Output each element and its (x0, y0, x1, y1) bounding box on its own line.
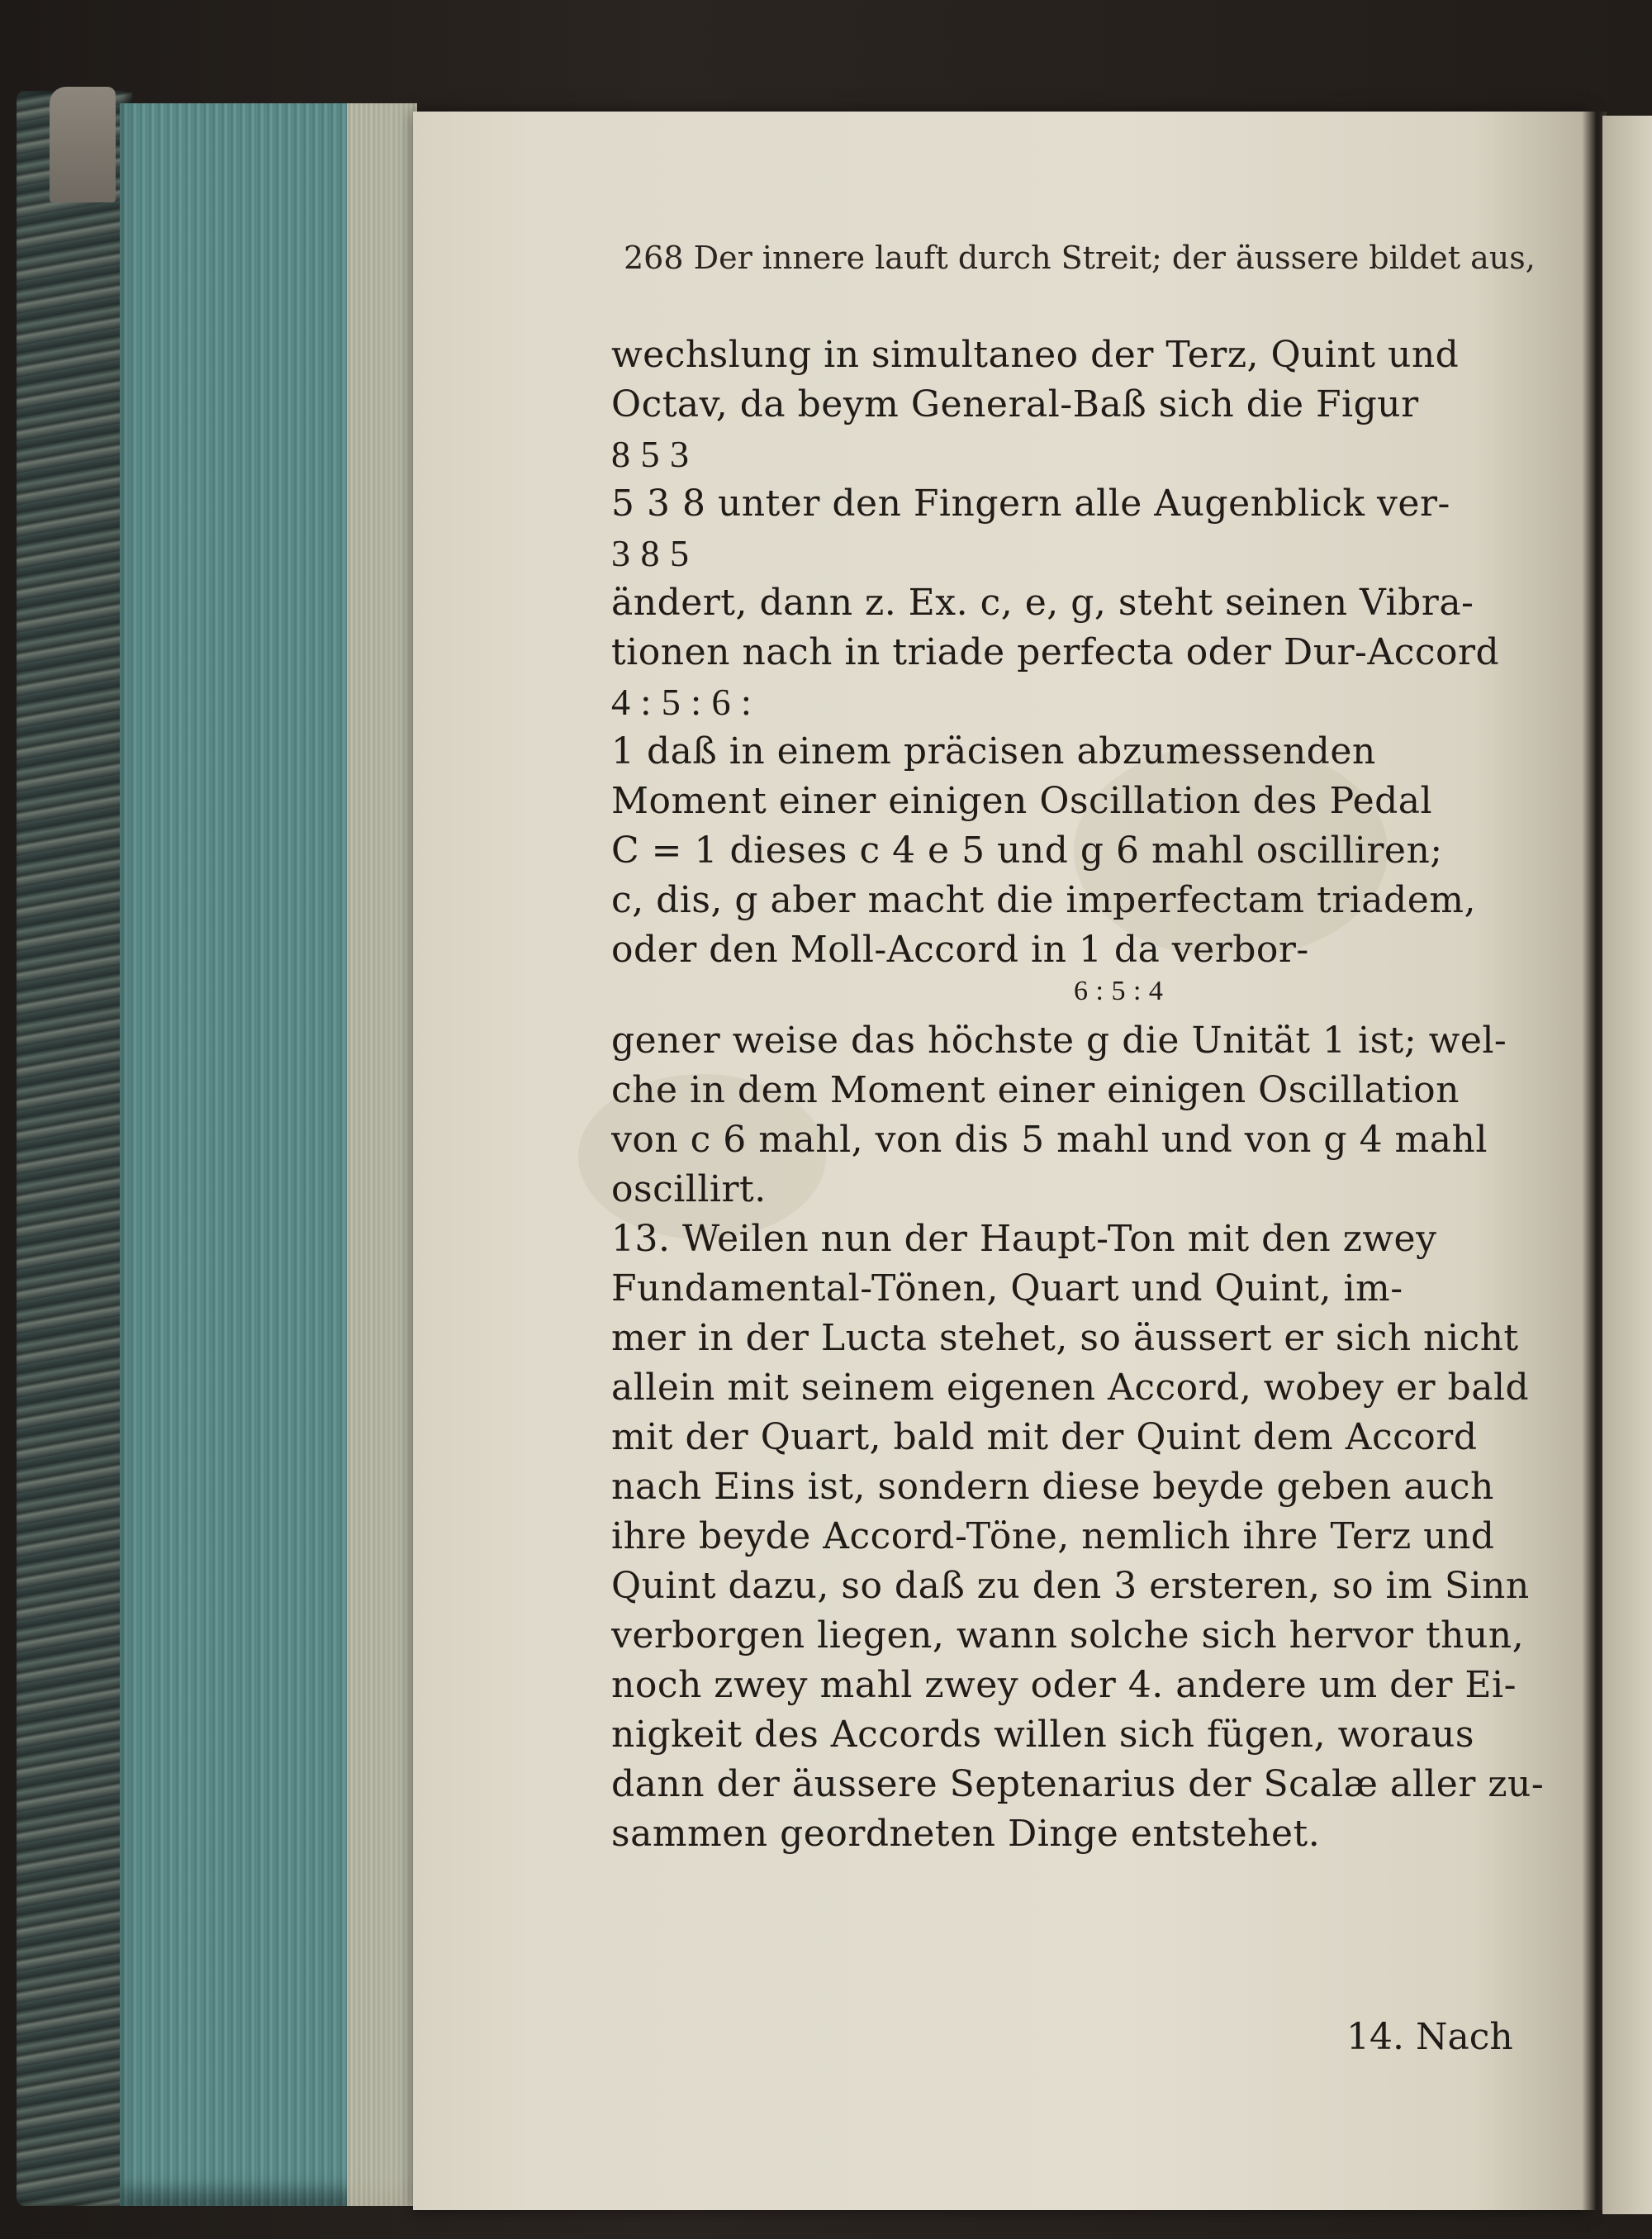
text-line: 1 daß in einem präcisen abzumessenden (611, 730, 1376, 772)
figure-line: 8 5 3 (611, 433, 690, 475)
text-line: 5 3 8 unter den Fingern alle Augenblick ver- (611, 483, 1450, 525)
worn-spine-top (50, 87, 116, 202)
text-line: sammen geordneten Dinge entstehet. (611, 1813, 1321, 1855)
text-line: nach Eins ist, sondern diese beyde geben auch (611, 1466, 1494, 1508)
text-line: nigkeit des Accords willen sich fügen, woraus (611, 1714, 1474, 1756)
text-line: Quint dazu, so daß zu den 3 ersteren, so im Sinn (611, 1565, 1530, 1607)
text-line: wechslung in simultaneo der Terz, Quint und (611, 334, 1460, 376)
text-line: Fundamental-Tönen, Quart und Quint, im- (611, 1267, 1403, 1310)
text-line: mer in der Lucta stehet, so äussert er sich nicht (611, 1317, 1519, 1359)
facing-page-edge (1602, 116, 1652, 2214)
text-line: 13. Weilen nun der Haupt-Ton mit den zwey (611, 1218, 1437, 1260)
text-line: ändert, dann z. Ex. c, e, g, steht seinen Vibra- (611, 582, 1474, 624)
text-line: allein mit seinem eigenen Accord, wobey er bald (611, 1367, 1530, 1409)
text-line: von c 6 mahl, von dis 5 mahl und von g 4 mahl (611, 1119, 1488, 1161)
text-line: gener weise das höchste g die Unität 1 ist; wel- (611, 1020, 1507, 1062)
text-line: mit der Quart, bald mit der Quint dem Accord (611, 1416, 1478, 1458)
catchword: 14. Nach (1346, 2016, 1513, 2058)
ratio-line: 6 : 5 : 4 (1074, 976, 1164, 1006)
text-line: che in dem Moment einer einigen Oscillation (611, 1069, 1460, 1111)
text-line: oscillirt. (611, 1168, 767, 1210)
text-line: Moment einer einigen Oscillation des Pedal (611, 780, 1433, 822)
text-line: tionen nach in triade perfecta oder Dur-Accord (611, 631, 1500, 673)
text-line: noch zwey mahl zwey oder 4. andere um der Ei- (611, 1664, 1517, 1706)
text-line: c, dis, g aber macht die imperfectam triadem, (611, 879, 1476, 921)
text-line: verborgen liegen, wann solche sich hervor thun, (611, 1614, 1525, 1657)
text-line: ihre beyde Accord-Töne, nemlich ihre Terz und (611, 1515, 1495, 1557)
ratio-line: 4 : 5 : 6 : (611, 681, 752, 723)
text-line: dann der äussere Septenarius der Scalæ aller zu- (611, 1763, 1545, 1805)
text-line: Octav, da beym General-Baß sich die Figur (611, 383, 1419, 425)
text-line: C = 1 dieses c 4 e 5 und g 6 mahl oscilliren; (611, 830, 1443, 872)
marbled-cover (17, 91, 132, 2206)
page-body (611, 330, 1545, 1859)
running-header: 268 Der innere lauft durch Streit; der äussere bildet aus, (624, 240, 1536, 276)
text-line: oder den Moll-Accord in 1 da verbor- (611, 929, 1309, 971)
page-edge-light (347, 103, 417, 2206)
figure-line: 3 8 5 (611, 532, 690, 574)
